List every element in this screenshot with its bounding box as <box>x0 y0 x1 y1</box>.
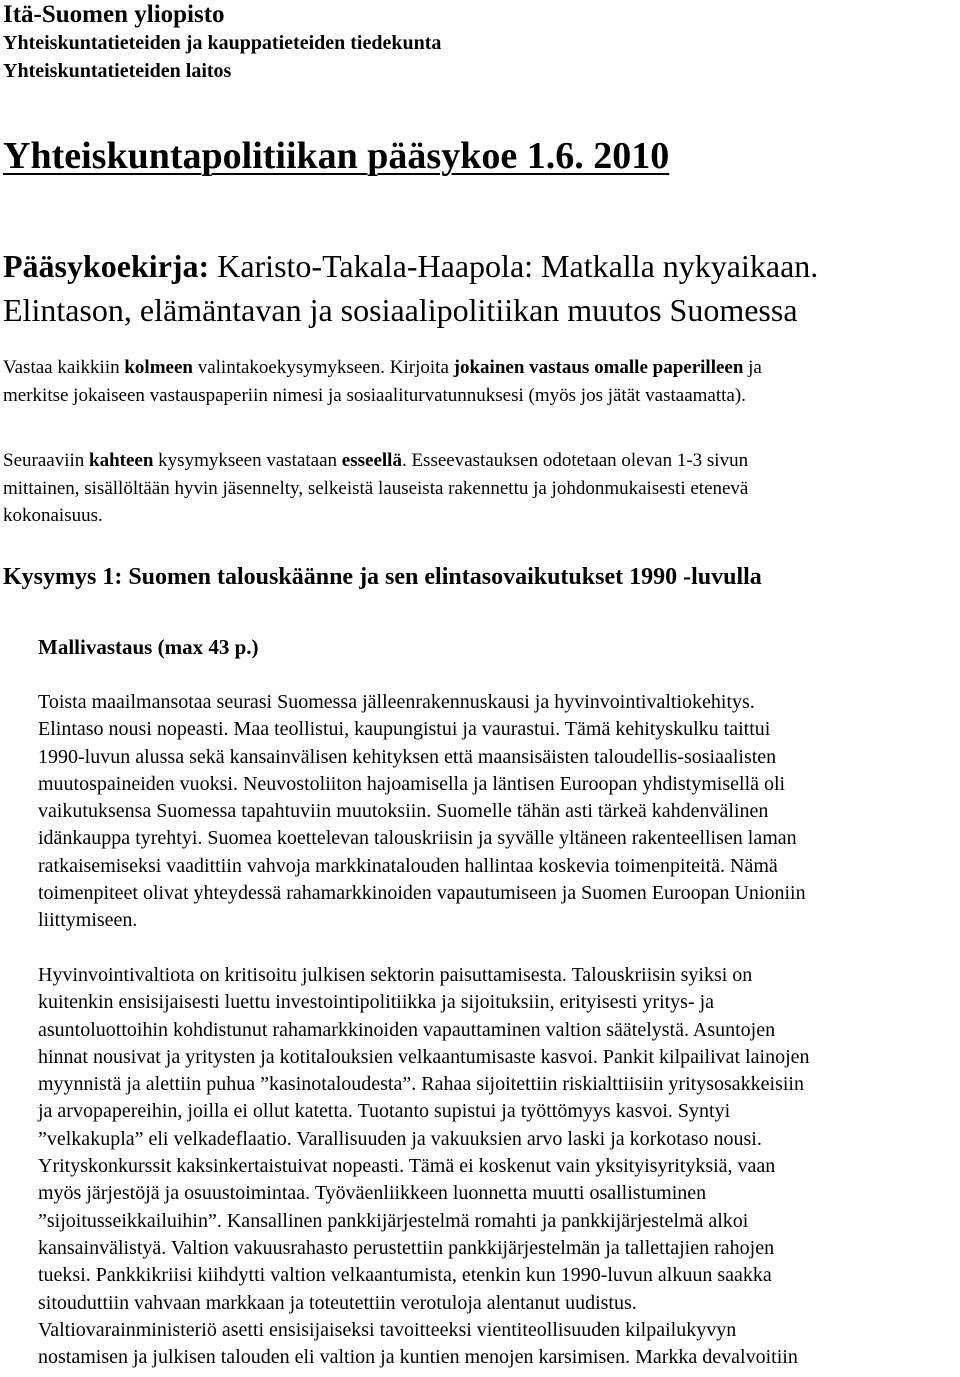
book-subtitle: Elintason, elämäntavan ja sosiaalipolitiikan muutos Suomessa <box>3 292 798 328</box>
answer-line: Yrityskonkurssit kaksinkertaistuivat nopeasti. Tämä ei koskenut vain yksityisyrityksiä, vaan <box>38 1155 776 1178</box>
answer-line: toimenpiteet olivat yhteydessä rahamarkkinoiden vapautumiseen ja Suomen Euroopan Unioniin <box>38 882 806 905</box>
answer-line: kuitenkin ensisijaisesti luettu investointipolitiikka ja sijoituksiin, erityisesti yritys- ja <box>38 991 715 1014</box>
answer-line: muutospaineiden vuoksi. Neuvostoliiton hajoamisella ja läntisen Euroopan yhdistymisellä oli <box>38 772 786 795</box>
book-line-1 <box>3 244 818 288</box>
answer-line: liittymiseen. <box>38 909 138 932</box>
university-name: Itä-Suomen yliopisto <box>3 1 225 28</box>
instruction-line: merkitse jokaiseen vastauspaperiin nimesi ja sosiaaliturvatunnuksesi (myös jos jätät vastaamatta). <box>3 384 746 406</box>
instruction-text: kysymykseen vastataan <box>153 450 342 471</box>
answer-line: idänkauppa tyrehtyi. Suomea koettelevan talouskriisin ja syvälle yltäneen rakenteellisen laman <box>38 827 797 850</box>
instruction-emphasis: kolmeen <box>124 357 193 378</box>
instruction-emphasis: kahteen <box>89 450 154 471</box>
instruction-emphasis: esseellä <box>341 450 402 471</box>
model-answer-paragraph-2 <box>38 962 953 1371</box>
answer-line: Elintaso nousi nopeasti. Maa teollistui, kaupungistui ja vaurastui. Tämä kehityskulku taittui <box>38 718 771 741</box>
instructions-paragraph-2 <box>3 447 957 530</box>
model-answer-paragraph-1 <box>38 689 953 935</box>
answer-line: ja arvopapereihin, joilla ei ollut katetta. Tuotanto supistui ja työttömyys kasvoi. Syntyi <box>38 1100 731 1123</box>
instructions-paragraph-1 <box>3 354 957 409</box>
answer-line: ratkaisemiseksi vaadittiin vahvoja markkinatalouden hallintaa koskevia toimenpiteitä. Nämä <box>38 854 778 877</box>
instruction-text: valintakoekysymykseen. Kirjoita <box>192 357 454 378</box>
book-label: Pääsykoekirja: <box>3 248 210 284</box>
answer-line: nostamisen ja julkisen talouden eli valtion ja kuntien menojen karsimisen. Markka devalvoitiin <box>38 1346 798 1369</box>
answer-line: vaikutuksensa Suomessa tapahtuviin muutoksiin. Suomelle tähän asti tärkeä kahdenvälinen <box>38 800 769 823</box>
answer-line: ”sijoitusseikkailuihin”. Kansallinen pankkijärjestelmä romahti ja pankkijärjestelmä alkoi <box>38 1209 749 1232</box>
department-name: Yhteiskuntatieteiden laitos <box>3 60 232 82</box>
answer-line: myös järjestöjä ja osuustoimintaa. Työväenliikkeen luonnetta muutti osallistuminen <box>38 1182 707 1205</box>
answer-line: Toista maailmansotaa seurasi Suomessa jälleenrakennuskausi ja hyvinvointivaltiokehitys. <box>38 691 755 713</box>
answer-line: kansainvälistyä. Valtion vakuusrahasto perustettiin pankkijärjestelmän ja tallettajien rahojen <box>38 1236 775 1259</box>
answer-line: Valtiovarainministeriö asetti ensisijaiseksi tavoitteeksi vientiteollisuuden kilpailukyvyn <box>38 1318 737 1341</box>
instruction-line: kokonaisuus. <box>3 505 103 526</box>
faculty-name: Yhteiskuntatieteiden ja kauppatieteiden tiedekunta <box>3 32 442 54</box>
instruction-emphasis: jokainen vastaus omalle paperilleen <box>453 357 744 378</box>
instruction-text: Seuraaviin <box>3 450 90 471</box>
question-1-heading: Kysymys 1: Suomen talouskäänne ja sen elintasovaikutukset 1990 -luvulla <box>3 564 762 590</box>
answer-line: ”velkakupla” eli velkadeflaatio. Varallisuuden ja vakuuksien arvo laski ja korkotaso nousi. <box>38 1127 762 1150</box>
answer-line: 1990-luvun alussa sekä kansainvälisen kehityksen että maansisäisten taloudellis-sosiaalisten <box>38 745 777 768</box>
answer-line: hinnat nousivat ja yritysten ja kotitalouksien velkaantumisaste kasvoi. Pankit kilpailivat lainojen <box>38 1045 810 1068</box>
instruction-text: Vastaa kaikkiin <box>3 357 125 378</box>
model-answer-heading: Mallivastaus (max 43 p.) <box>38 635 259 659</box>
answer-line: asuntoluottoihin kohdistunut rahamarkkinoiden vapauttaminen valtion säätelystä. Asuntojen <box>38 1018 776 1041</box>
answer-line: sitouduttiin vahvaan markkaan ja toteutettiin verotuloja alentanut uudistus. <box>38 1291 637 1314</box>
answer-line: myynnistä ja alettiin puhua ”kasinotaloudesta”. Rahaa sijoitettiin riskialttiisiin yritysosakkeisiin <box>38 1073 804 1096</box>
instruction-line: mittainen, sisällöltään hyvin jäsennelty, selkeistä lauseista rakennettu ja johdonmukaisesti etenevä <box>3 477 749 499</box>
instruction-text: . Esseevastauksen odotetaan olevan 1-3 sivun <box>401 450 749 471</box>
instruction-text: ja <box>743 357 762 378</box>
answer-line: tueksi. Pankkikriisi kiihdytti valtion velkaantumista, etenkin kun 1990-luvun alkuun saakka <box>38 1264 772 1287</box>
entrance-exam-book <box>3 244 818 332</box>
exam-title: Yhteiskuntapolitiikan pääsykoe 1.6. 2010 <box>3 135 670 177</box>
answer-line: Hyvinvointivaltiota on kritisoitu julkisen sektorin paisuttamisesta. Talouskriisin syiksi on <box>38 964 753 986</box>
book-author-title: Karisto-Takala-Haapola: Matkalla nykyaikaan. <box>209 248 819 284</box>
